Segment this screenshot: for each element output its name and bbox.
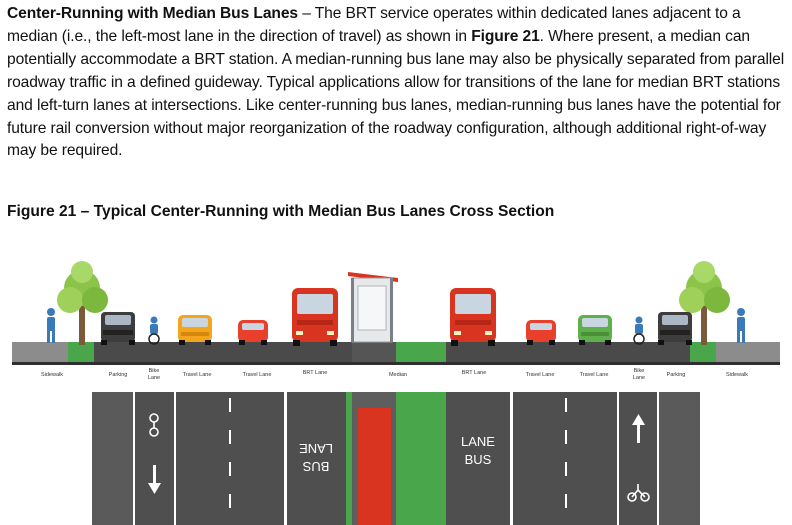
label-bike-right-2: Lane xyxy=(632,375,646,381)
paragraph-text-1: The BRT service operates within dedicated lanes adjacent to a median (i.e., the left-most lane in the direction of travel) as shown in xyxy=(7,5,741,45)
label-travel-lane-1: Travel Lane xyxy=(182,372,212,378)
orange-car-icon xyxy=(178,315,212,345)
plan-view-road xyxy=(92,392,700,525)
figure-title: Figure 21 – Typical Center-Running with Median Bus Lanes Cross Section xyxy=(7,203,555,220)
label-parking-left: Parking xyxy=(108,372,128,378)
paragraph-text-2: . Where present, a median can potentially accommodate a BRT station. A median-running bus lane may also be physically separated from parallel roadway traffic in a defined guideway. Typical applications allow for transitions of the lane for median BRT stations and left-turn lanes at intersections. Like center-running bus lanes, median-running bus lanes have the potential for future rail conversion without major reorganization of the roadway configuration, although additional right-of-way may be required. xyxy=(7,27,785,160)
pavement-word-right-2: BUS xyxy=(464,452,492,467)
body-paragraph xyxy=(7,3,787,163)
label-median: Median xyxy=(388,372,408,378)
brt-bus-icon xyxy=(292,288,338,346)
parked-suv-icon xyxy=(658,312,692,345)
label-sidewalk-left: Sidewalk xyxy=(40,372,64,378)
label-travel-lane-4: Travel Lane xyxy=(579,372,609,378)
green-car-icon xyxy=(578,315,612,345)
bus-shelter-icon xyxy=(348,272,398,342)
label-brt-lane-left: BRT Lane xyxy=(302,370,328,376)
pedestrian-icon xyxy=(47,308,55,343)
tree-icon xyxy=(57,261,108,345)
figure-reference: Figure 21 xyxy=(471,27,540,45)
paragraph-dash: – xyxy=(297,5,315,22)
pedestrian-icon xyxy=(737,308,745,343)
label-brt-lane-right: BRT Lane xyxy=(461,370,487,376)
paragraph-heading: Center-Running with Median Bus Lanes xyxy=(7,5,298,22)
red-car-icon xyxy=(238,320,268,345)
label-travel-lane-2: Travel Lane xyxy=(242,372,272,378)
ground-strip xyxy=(12,342,780,365)
pavement-word-left-2: LANE xyxy=(299,441,333,456)
label-bike-right-1: Bike xyxy=(633,368,645,374)
label-travel-lane-3: Travel Lane xyxy=(525,372,555,378)
red-car-icon xyxy=(526,320,556,345)
cyclist-icon xyxy=(149,317,159,345)
parked-suv-icon xyxy=(101,312,135,345)
cyclist-icon xyxy=(634,317,644,345)
label-bike-left-1: Bike xyxy=(148,368,160,374)
cross-section-diagram xyxy=(0,250,792,525)
section-labels xyxy=(41,368,748,381)
label-sidewalk-right: Sidewalk xyxy=(725,372,749,378)
label-parking-right: Parking xyxy=(666,372,686,378)
pavement-word-right-1: LANE xyxy=(461,434,495,449)
brt-bus-icon xyxy=(450,288,496,346)
label-bike-left-2: Lane xyxy=(147,375,161,381)
pavement-word-left-1: BUS xyxy=(302,459,330,474)
